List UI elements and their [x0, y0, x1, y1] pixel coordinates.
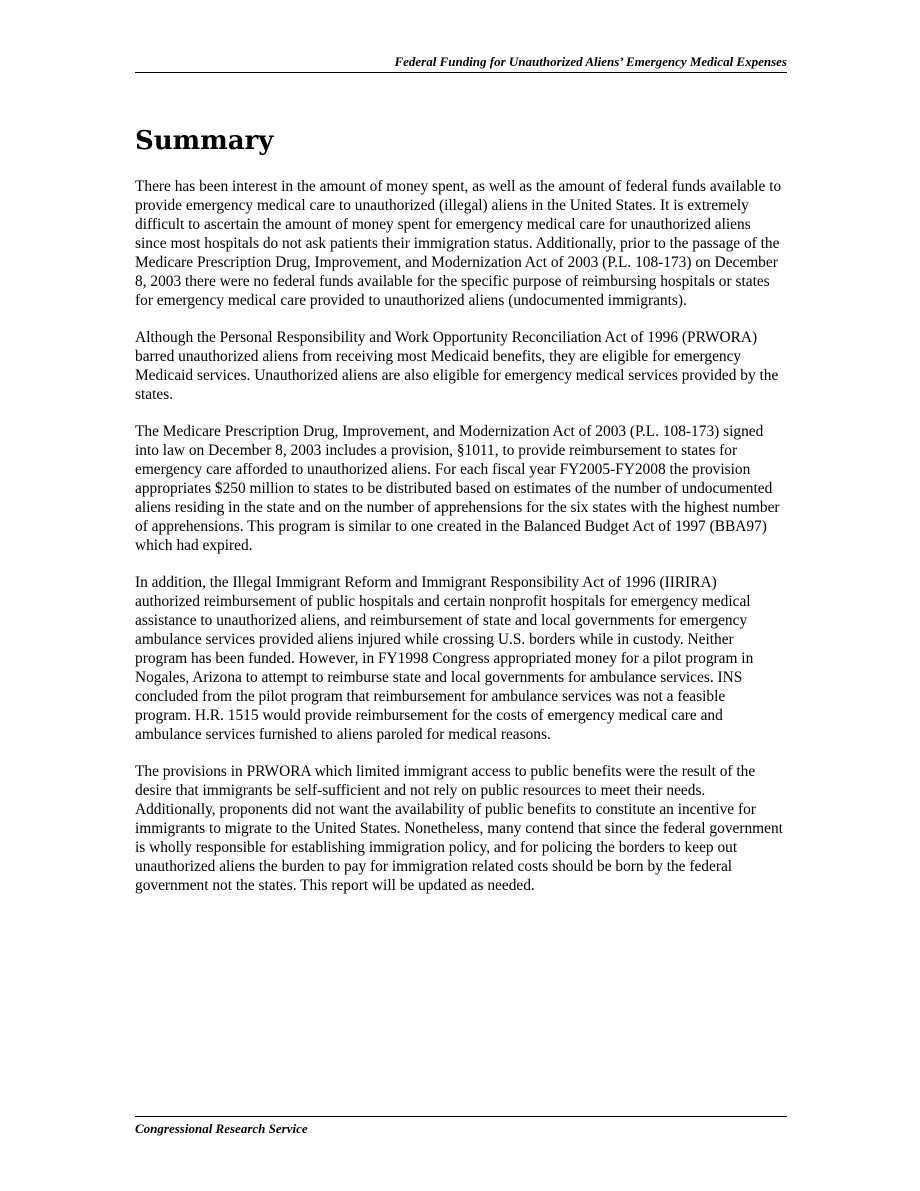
- summary-paragraph-2: Although the Personal Responsibility and Work Opportunity Reconciliation Act of 1996 (PRWORA) barred unauthorized aliens from receiving most Medicaid benefits, they are eligible for emergency Medicaid services. Unauthorized aliens are also eligible for emergency medical services provided by the states.: [135, 329, 779, 403]
- running-footer: Congressional Research Service: [135, 1121, 308, 1136]
- running-header: Federal Funding for Unauthorized Aliens’ Emergency Medical Expenses: [394, 54, 787, 69]
- summary-paragraph-3: The Medicare Prescription Drug, Improvement, and Modernization Act of 2003 (P.L. 108-173) signed into law on December 8, 2003 includes a provision, §1011, to provide reimbursement to states for emergency care afforded to unauthorized aliens. For each fiscal year FY2005-FY2008 the provision appropriates $250 million to states to be distributed based on estimates of the number of undocumented aliens residing in the state and on the number of apprehensions for the six states with the highest number of apprehensions. This program is similar to one created in the Balanced Budget Act of 1997 (BBA97) which had expired.: [135, 423, 780, 554]
- header-divider: [135, 72, 787, 73]
- summary-paragraph-1: There has been interest in the amount of money spent, as well as the amount of federal funds available to provide emergency medical care to unauthorized (illegal) aliens in the United States. It is extremely difficult to ascertain the amount of money spent for emergency medical care for unauthorized aliens since most hospitals do not ask patients their immigration status. Additionally, prior to the passage of the Medicare Prescription Drug, Improvement, and Modernization Act of 2003 (P.L. 108-173) on December 8, 2003 there were no federal funds available for the specific purpose of reimbursing hospitals or states for emergency medical care provided to unauthorized aliens (undocumented immigrants).: [135, 178, 782, 309]
- footer-divider: [135, 1116, 787, 1117]
- summary-body: [135, 177, 785, 913]
- summary-paragraph-4: In addition, the Illegal Immigrant Reform and Immigrant Responsibility Act of 1996 (IIRIRA) authorized reimbursement of public hospitals and certain nonprofit hospitals for emergency medical assistance to unauthorized aliens, and reimbursement of state and local governments for emergency ambulance services provided aliens injured while crossing U.S. borders while in custody. Neither program has been funded. However, in FY1998 Congress appropriated money for a pilot program in Nogales, Arizona to attempt to reimburse state and local governments for ambulance services. INS concluded from the pilot program that reimbursement for ambulance services was not a feasible program. H.R. 1515 would provide reimbursement for the costs of emergency medical care and ambulance services furnished to aliens paroled for medical reasons.: [135, 574, 754, 743]
- page-title: Summary: [135, 126, 274, 156]
- summary-paragraph-5: The provisions in PRWORA which limited immigrant access to public benefits were the result of the desire that immigrants be self-sufficient and not rely on public resources to meet their needs. Additionally, proponents did not want the availability of public benefits to constitute an incentive for immigrants to migrate to the United States. Nonetheless, many contend that since the federal government is wholly responsible for establishing immigration policy, and for policing the borders to keep out unauthorized aliens the burden to pay for immigration related costs should be born by the federal government not the states. This report will be updated as needed.: [135, 763, 783, 894]
